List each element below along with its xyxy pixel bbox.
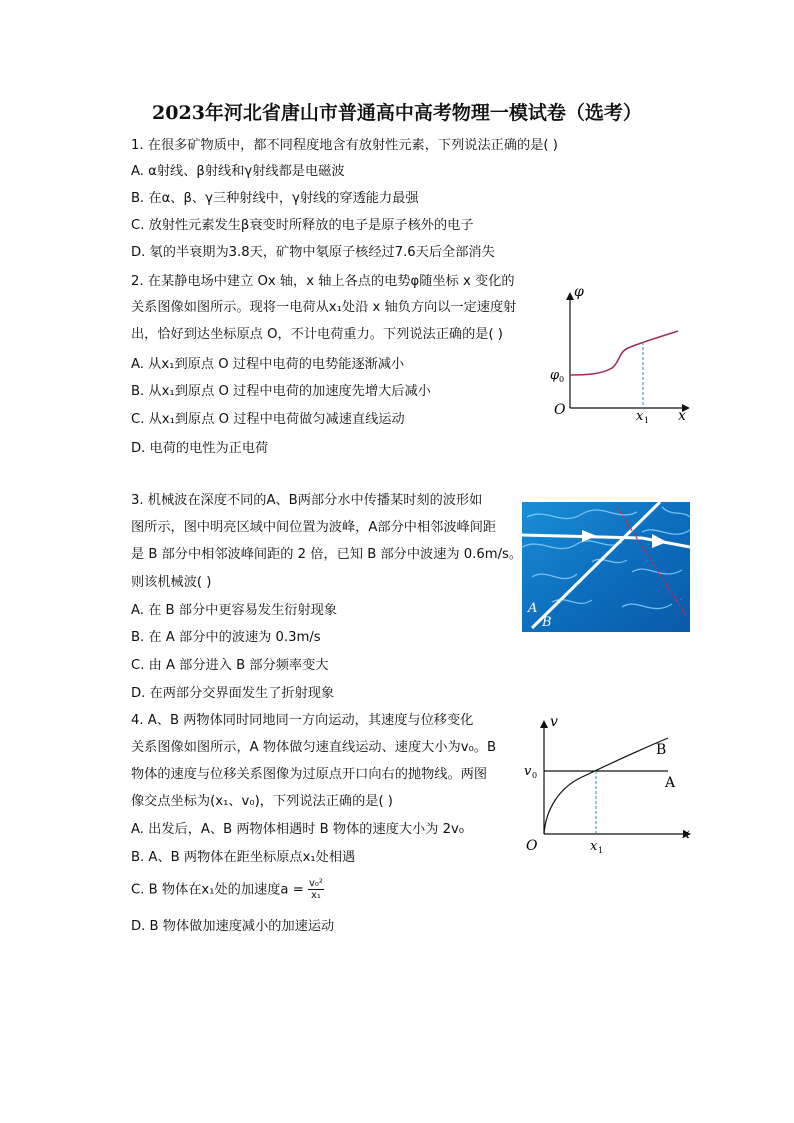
origin-label: O <box>526 838 538 854</box>
fraction-denominator: x₁ <box>310 890 321 901</box>
q1-option-a: A. α射线、β射线和γ射线都是电磁波 <box>131 164 345 179</box>
v0-label: v <box>524 764 532 779</box>
q3-option-c: C. 由 A 部分进入 B 部分频率变大 <box>131 658 329 673</box>
q3-option-b: B. 在 A 部分中的波速为 0.3m/s <box>131 630 321 645</box>
q3-water-wave-photo <box>522 502 690 632</box>
q2-option-d: D. 电荷的电性为正电荷 <box>131 441 269 456</box>
phi-curve <box>570 331 678 375</box>
q4-v-x-graph <box>520 710 700 860</box>
q3-stem-line1: 3. 机械波在深度不同的A、B两部分水中传播某时刻的波形如 <box>131 493 483 508</box>
y-axis-label: φ <box>574 284 584 300</box>
q2-option-a: A. 从x₁到原点 O 过程中电荷的电势能逐渐减小 <box>131 357 405 372</box>
q2-option-c: C. 从x₁到原点 O 过程中电荷做匀减速直线运动 <box>131 412 405 427</box>
q3-stem-line3: 是 B 部分中相邻波峰间距的 2 倍，已知 B 部分中波速为 0.6m/s。 <box>131 547 523 562</box>
q4-option-c <box>131 878 324 901</box>
acceleration-fraction <box>308 878 324 901</box>
q1-option-c: C. 放射性元素发生β衰变时所释放的电子是原子核外的电子 <box>131 218 474 233</box>
y-axis-label: v <box>550 714 558 730</box>
q3-option-d: D. 在两部分交界面发生了折射现象 <box>131 686 335 701</box>
q1-stem: 1. 在很多矿物质中，都不同程度地含有放射性元素，下列说法正确的是( ) <box>131 138 558 153</box>
q2-stem-line3: 出，恰好到达坐标原点 O，不计电荷重力。下列说法正确的是( ) <box>131 327 503 342</box>
y-axis-arrow <box>540 720 548 728</box>
q2-stem-line1: 2. 在某静电场中建立 Ox 轴，x 轴上各点的电势φ随坐标 x 变化的 <box>131 274 515 289</box>
q4-stem-line1: 4. A、B 两物体同时同地同一方向运动，其速度与位移变化 <box>131 713 474 728</box>
x1-subscript: 1 <box>644 416 650 425</box>
page-title: 2023年河北省唐山市普通高中高考物理一模试卷（选考） <box>152 102 642 124</box>
q2-option-b: B. 从x₁到原点 O 过程中电荷的加速度先增大后减小 <box>131 384 431 399</box>
q2-phi-x-graph <box>540 280 700 428</box>
q3-stem-line4: 则该机械波( ) <box>131 575 212 590</box>
curve-b-label: B <box>656 742 667 758</box>
q4-option-c-text: C. B 物体在x₁处的加速度a = <box>131 882 308 898</box>
x1-label: x <box>590 839 598 854</box>
q1-option-b: B. 在α、β、γ三种射线中，γ射线的穿透能力最强 <box>131 191 419 206</box>
region-b-label: B <box>542 615 552 630</box>
q4-option-a: A. 出发后，A、B 两物体相遇时 B 物体的速度大小为 2v₀ <box>131 822 465 837</box>
q4-stem-line4: 像交点坐标为(x₁、v₀)，下列说法正确的是( ) <box>131 794 393 809</box>
x-axis-label: x <box>682 826 690 842</box>
q3-stem-line2: 图所示，图中明亮区域中间位置为波峰，A部分中相邻波峰间距 <box>131 520 497 535</box>
q1-option-d: D. 氡的半衰期为3.8天，矿物中氡原子核经过7.6天后全部消失 <box>131 245 495 260</box>
x1-subscript: 1 <box>598 846 604 855</box>
curve-b <box>544 738 668 834</box>
region-a-label: A <box>528 601 538 616</box>
x-axis-label: x <box>678 408 686 424</box>
q4-stem-line3: 物体的速度与位移关系图像为过原点开口向右的抛物线。两图 <box>131 767 488 782</box>
line-a-label: A <box>665 775 676 791</box>
v0-subscript: 0 <box>532 771 538 780</box>
phi0-label: φ <box>550 368 560 383</box>
fraction-numerator: v₀² <box>308 878 323 889</box>
origin-label: O <box>554 402 566 418</box>
x1-label: x <box>636 409 644 424</box>
q4-option-b: B. A、B 两物体在距坐标原点x₁处相遇 <box>131 850 356 865</box>
q3-option-a: A. 在 B 部分中更容易发生衍射现象 <box>131 603 338 618</box>
y-axis-arrow <box>566 292 574 300</box>
q2-stem-line2: 关系图像如图所示。现将一电荷从x₁处沿 x 轴负方向以一定速度射 <box>131 300 517 315</box>
phi0-subscript: 0 <box>559 375 565 384</box>
q4-option-d: D. B 物体做加速度减小的加速运动 <box>131 919 335 934</box>
q4-stem-line2: 关系图像如图所示，A 物体做匀速直线运动、速度大小为v₀。B <box>131 740 497 755</box>
